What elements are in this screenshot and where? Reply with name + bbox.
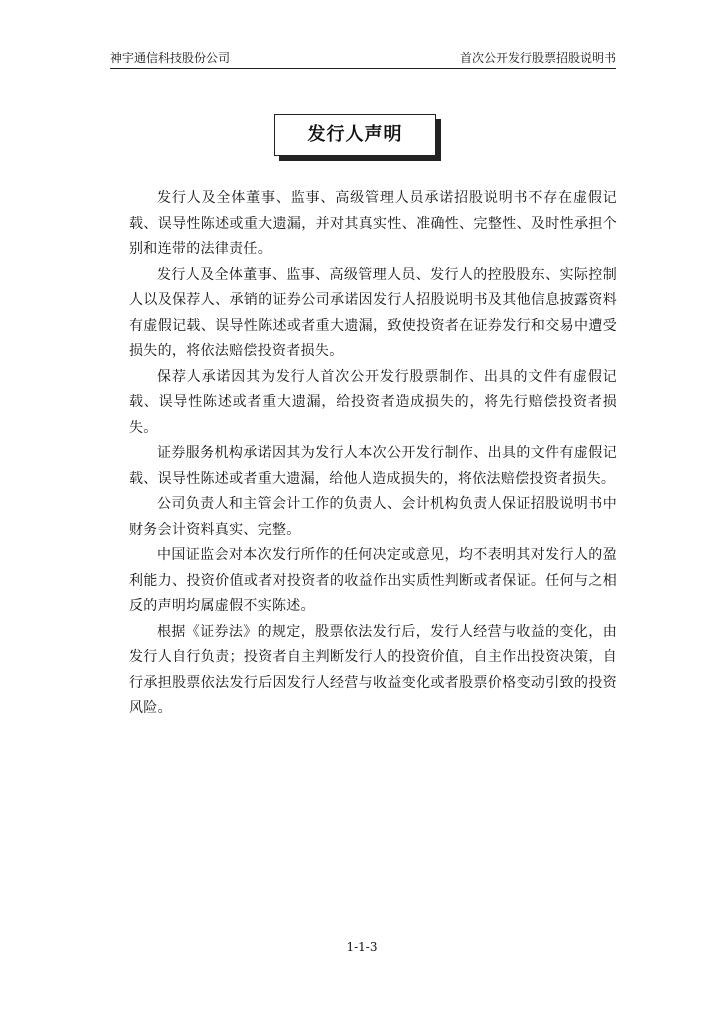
statement-body	[129, 186, 617, 722]
statement-paragraph: 公司负责人和主管会计工作的负责人、会计机构负责人保证招股说明书中财务会计资料真实、完整。	[129, 496, 617, 538]
statement-paragraph: 证券服务机构承诺因其为发行人本次公开发行制作、出具的文件有虚假记载、误导性陈述或者重大遗漏，给他人造成损失的，将依法赔偿投资者损失。	[129, 445, 617, 487]
statement-paragraph: 保荐人承诺因其为发行人首次公开发行股票制作、出具的文件有虚假记载、误导性陈述或者重大遗漏，给投资者造成损失的，将先行赔偿投资者损失。	[129, 368, 617, 436]
statement-paragraph: 根据《证券法》的规定，股票依法发行后，发行人经营与收益的变化，由发行人自行负责；投资者自主判断发行人的投资价值，自主作出投资决策，自行承担股票依法发行后因发行人经营与收益变化或者股票价格变动引致的投资风险。	[129, 623, 617, 716]
page-number: 1-1-3	[346, 940, 378, 954]
document-title: 首次公开发行股票招股说明书	[459, 51, 616, 65]
company-name: 神宇通信科技股份公司	[110, 51, 231, 65]
statement-paragraph: 发行人及全体董事、监事、高级管理人员、发行人的控股股东、实际控制人以及保荐人、承销的证券公司承诺因发行人招股说明书及其他信息披露资料有虚假记载、误导性陈述或者重大遗漏，致使投资者在证券发行和交易中遭受损失的，将依法赔偿投资者损失。	[129, 266, 617, 359]
page-header	[110, 48, 616, 69]
statement-paragraph: 发行人及全体董事、监事、高级管理人员承诺招股说明书不存在虚假记载、误导性陈述或重大遗漏，并对其真实性、准确性、完整性、及时性承担个别和连带的法律责任。	[129, 190, 617, 257]
section-title: 发行人声明	[274, 114, 436, 156]
statement-paragraph: 中国证监会对本次发行所作的任何决定或意见，均不表明其对发行人的盈利能力、投资价值或者对投资者的收益作出实质性判断或者保证。任何与之相反的声明均属虚假不实陈述。	[129, 547, 617, 614]
